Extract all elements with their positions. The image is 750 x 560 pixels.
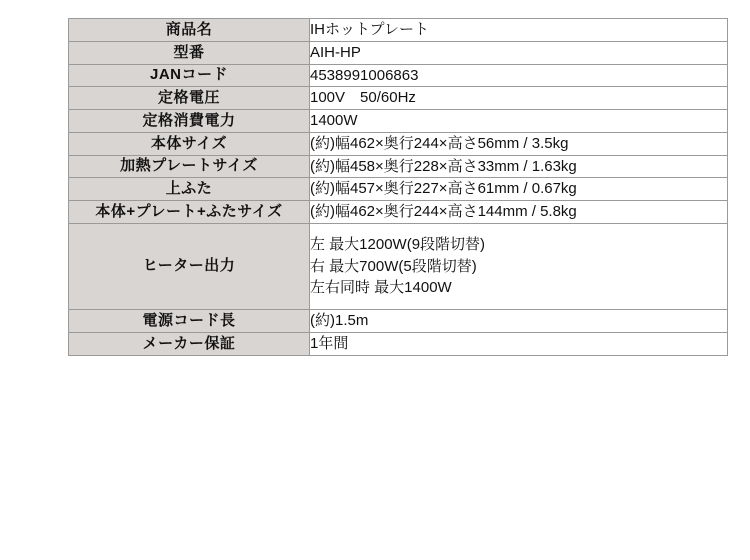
spec-value [310,178,728,201]
spec-value-line: AIH-HP [310,43,361,61]
spec-label: 電源コード長 [69,310,310,333]
spec-value [310,223,728,309]
spec-value [310,64,728,87]
table-row [69,110,728,133]
spec-value [310,132,728,155]
product-spec-table [68,18,728,356]
spec-label: 本体サイズ [69,132,310,155]
table-row [69,223,728,309]
spec-value-line: (約)1.5m [310,312,369,329]
spec-label: ヒーター出力 [69,223,310,309]
spec-label: 本体+プレート+ふたサイズ [69,201,310,224]
spec-value-line: 1年間 [310,334,349,352]
table-row [69,64,728,87]
spec-label: 定格消費電力 [69,110,310,133]
spec-value [310,19,728,42]
spec-value [310,310,728,333]
spec-value [310,155,728,178]
spec-value-line: 右 最大700W(5段階切替) [310,257,477,275]
spec-value-line: 4538991006863 [310,66,419,84]
spec-label: メーカー保証 [69,332,310,355]
spec-value [310,87,728,110]
table-row [69,178,728,201]
product-spec-table-container [68,18,728,356]
table-row [69,155,728,178]
spec-label: 商品名 [69,19,310,42]
spec-value-line: (約)幅462×奥行244×高さ56mm / 3.5kg [310,134,569,152]
spec-label: 上ふた [69,178,310,201]
spec-value-line: IHホットプレート [310,21,429,38]
spec-value-line: 1400W [310,112,358,129]
spec-value-line: 左 最大1200W(9段階切替) [310,235,486,253]
table-row [69,332,728,355]
spec-value-line: 左右同時 最大1400W [310,279,452,297]
spec-value [310,110,728,133]
spec-value [310,201,728,224]
table-row [69,132,728,155]
spec-value [310,332,728,355]
spec-value [310,41,728,64]
table-row [69,41,728,64]
spec-value-line: (約)幅458×奥行228×高さ33mm / 1.63kg [310,157,577,175]
spec-label: 加熱プレートサイズ [69,155,310,178]
spec-label: JANコード [69,64,310,87]
table-row [69,310,728,333]
table-row [69,201,728,224]
spec-value-line: (約)幅462×奥行244×高さ144mm / 5.8kg [310,203,577,220]
spec-value-line: (約)幅457×奥行227×高さ61mm / 0.67kg [310,180,577,198]
spec-label: 型番 [69,41,310,64]
table-row [69,87,728,110]
spec-label: 定格電圧 [69,87,310,110]
table-body [69,19,728,356]
table-row [69,19,728,42]
spec-value-line: 100V 50/60Hz [310,89,416,107]
